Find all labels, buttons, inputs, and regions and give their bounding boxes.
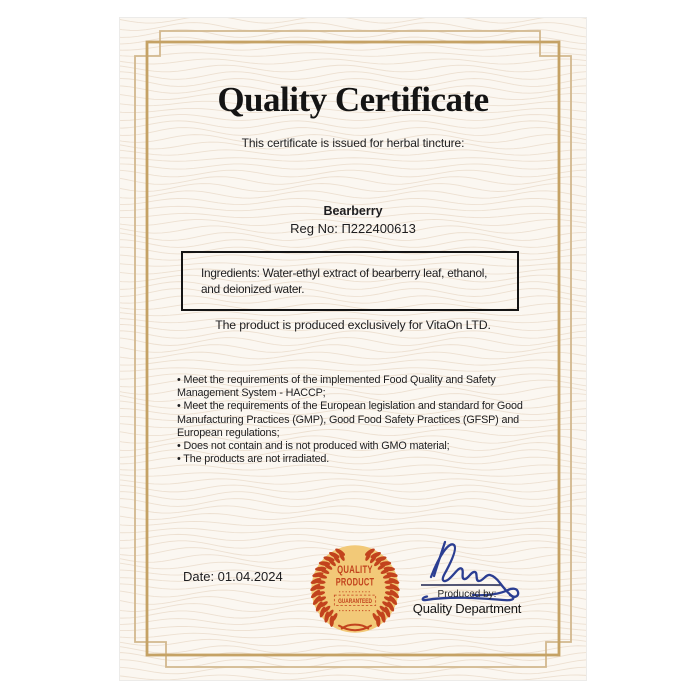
produced-by-label: Produced by: — [437, 589, 497, 600]
badge-quality-text: QUALITY — [337, 564, 374, 577]
product-name: Bearberry — [323, 204, 383, 218]
certificate-subtitle: This certificate is issued for herbal tincture: — [241, 136, 465, 150]
badge-guaranteed-text: GUARANTEED — [338, 597, 373, 605]
ingredients-box — [181, 251, 519, 311]
registration-number: Reg No: П222400613 — [290, 221, 416, 236]
requirement-item: • The products are not irradiated. — [177, 453, 330, 466]
date-label: Date: 01.04.2024 — [183, 569, 283, 584]
requirement-item: • Does not contain and is not produced with GMO material; — [177, 440, 450, 453]
certificate-paper — [120, 18, 586, 680]
produced-by-department: Quality Department — [412, 601, 522, 616]
ingredients-text: Ingredients: Water-ethyl extract of bearberry leaf, ethanol, and deionized water. — [201, 266, 488, 296]
certificate-title: Quality Certificate — [217, 80, 489, 119]
requirement-item: • Meet the requirements of the implemented Food Quality and Safety Management System - HACCP; — [177, 374, 496, 400]
quality-badge — [308, 542, 402, 636]
exclusivity-text: The product is produced exclusively for VitaOn LTD. — [215, 318, 491, 332]
badge-product-text: PRODUCT — [335, 576, 375, 589]
certificate-content — [120, 18, 586, 680]
requirement-item: • Meet the requirements of the European legislation and standard for Good Manufacturing Practices (GMP), Good Food Safety Practices (GFSP) and European regulations; — [177, 400, 523, 439]
requirements-list — [177, 374, 549, 466]
